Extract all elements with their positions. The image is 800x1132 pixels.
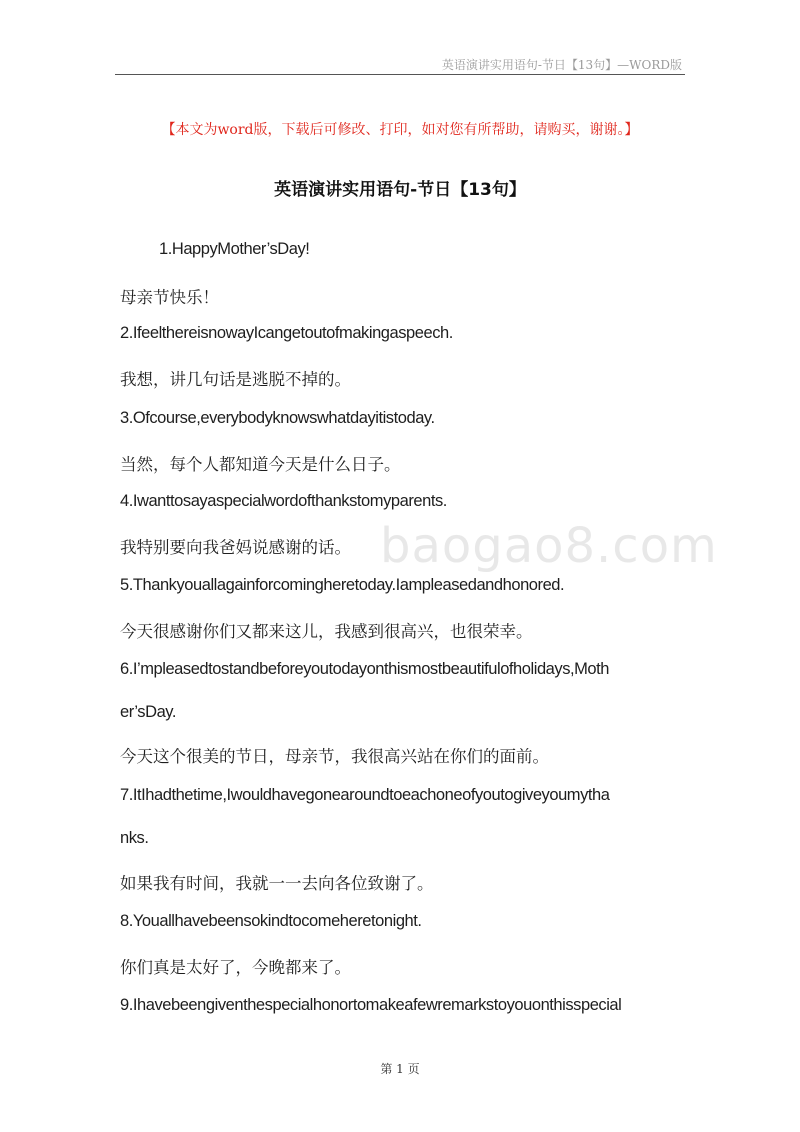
purchase-notice: 【本文为word版，下载后可修改、打印，如对您有所帮助，请购买，谢谢。】	[161, 122, 639, 138]
sentence-en-9: 9.Ihavebeengiventhespecialhonortomakeafewremarkstoyouonthisspecial	[120, 996, 622, 1014]
header-title: 英语演讲实用语句-节日【13句】—WORD版	[441, 58, 682, 72]
sentence-zh-3: 当然，每个人都知道今天是什么日子。	[120, 455, 401, 474]
document-title: 英语演讲实用语句-节日【13句】	[274, 180, 526, 200]
sentence-en-1: 1.HappyMother’sDay!	[159, 240, 310, 258]
sentence-zh-7: 如果我有时间，我就一一去向各位致谢了。	[120, 874, 434, 893]
sentence-en-7-part-2: nks.	[120, 829, 149, 847]
sentence-en-5: 5.Thankyouallagainforcomingheretoday.Iampleasedandhonored.	[120, 576, 565, 594]
watermark: baogao8.com	[380, 518, 718, 574]
sentence-zh-6: 今天这个很美的节日，母亲节，我很高兴站在你们的面前。	[120, 747, 549, 766]
sentence-en-2: 2.IfeelthereisnowayIcangetoutofmakingaspeech.	[120, 324, 453, 342]
sentence-zh-8: 你们真是太好了，今晚都来了。	[120, 958, 351, 977]
sentence-en-6-part-1: 6.I’mpleasedtostandbeforeyoutodayonthismostbeautifulofholidays,Moth	[120, 660, 610, 678]
header-divider	[115, 74, 685, 75]
sentence-en-7-part-1: 7.ItIhadthetime,Iwouldhavegonearoundtoeachoneofyoutogiveyoumytha	[120, 786, 610, 804]
page-number: 第 1 页	[380, 1062, 420, 1076]
sentence-en-6-part-2: er’sDay.	[120, 703, 177, 721]
sentence-zh-1: 母亲节快乐！	[120, 288, 219, 307]
sentence-en-3: 3.Ofcourse,everybodyknowswhatdayitistoday.	[120, 409, 435, 427]
sentence-zh-5: 今天很感谢你们又都来这儿，我感到很高兴，也很荣幸。	[120, 622, 533, 641]
sentence-zh-4: 我特别要向我爸妈说感谢的话。	[120, 538, 351, 557]
sentence-zh-2: 我想，讲几句话是逃脱不掉的。	[120, 370, 351, 389]
sentence-en-8: 8.Youallhavebeensokindtocomeheretonight.	[120, 912, 422, 930]
sentence-en-4: 4.Iwanttosayaspecialwordofthankstomyparents.	[120, 492, 447, 510]
